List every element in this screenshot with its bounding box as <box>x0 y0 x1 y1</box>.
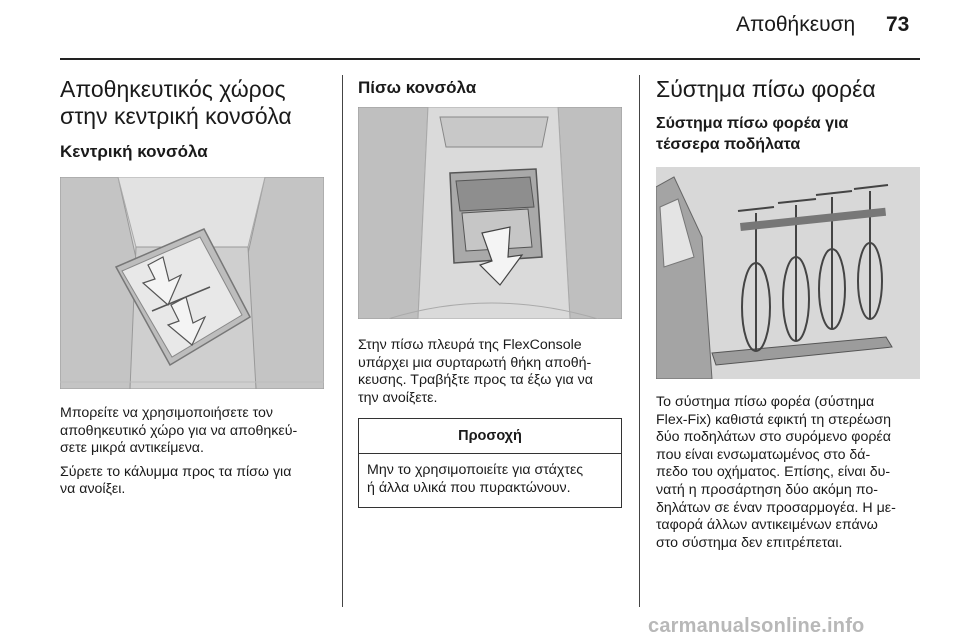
header-title: Αποθήκευση <box>736 13 856 36</box>
central-console-illustration <box>60 177 324 389</box>
subsection-title-rear-carrier <box>656 113 924 155</box>
text-line: ή άλλα υλικά που πυρακτώνουν. <box>367 479 571 496</box>
central-console-paragraph-1 <box>60 405 328 458</box>
text-line: Σύρετε το κάλυμμα προς τα πίσω για <box>60 463 292 480</box>
section-title-central-console <box>60 76 328 130</box>
page-number: 73 <box>886 13 910 36</box>
column-central-console <box>60 76 328 499</box>
text-line: υπάρχει μια συρταρωτή θήκη αποθή- <box>358 354 592 371</box>
text-line: πεδο του οχήματος. Επίσης, είναι δυ- <box>656 464 891 481</box>
text-line: δηλάτων σε έναν προσαρμογέα. Η με- <box>656 499 896 516</box>
column-rear-carrier <box>656 76 924 552</box>
text-line: κευσης. Τραβήξτε προς τα έξω για να <box>358 372 593 389</box>
subsection-title-central-console: Κεντρική κονσόλα <box>60 142 208 161</box>
rear-console-illustration <box>358 107 622 319</box>
central-console-paragraph-2 <box>60 464 328 499</box>
title-line: Αποθηκευτικός χώρος <box>60 76 286 102</box>
text-line: Μην το χρησιμοποιείτε για στάχτες <box>367 462 584 479</box>
text-line: σετε μικρά αντικείμενα. <box>60 440 204 457</box>
caution-box <box>358 418 622 507</box>
text-line: που είναι ενσωματωμένος στο δά- <box>656 446 871 463</box>
header-rule <box>60 58 920 60</box>
section-title-rear-carrier: Σύστημα πίσω φορέα <box>656 76 876 102</box>
title-line: τέσσερα ποδήλατα <box>656 136 801 153</box>
section-title-rear-console: Πίσω κονσόλα <box>358 78 477 97</box>
column-divider-2 <box>639 75 640 607</box>
rear-console-paragraph <box>358 337 626 407</box>
text-line: ταφορά άλλων αντικειμένων επάνω <box>656 517 878 534</box>
watermark: carmanualsonline.info <box>648 615 865 637</box>
text-line: Στην πίσω πλευρά της FlexConsole <box>358 337 582 353</box>
title-line: Σύστημα πίσω φορέα για <box>656 115 849 132</box>
caution-text <box>359 454 621 506</box>
text-line: την ανοίξετε. <box>358 389 438 406</box>
column-rear-console <box>358 76 626 508</box>
rear-carrier-paragraph <box>656 394 924 552</box>
text-line: Μπορείτε να χρησιμοποιήσετε τον <box>60 405 273 421</box>
text-line: στο σύστημα δεν επιτρέπεται. <box>656 534 843 551</box>
text-line: δύο ποδηλάτων στο συρόμενο φορέα <box>656 429 891 446</box>
caution-title: Προσοχή <box>359 419 621 454</box>
text-line: Το σύστημα πίσω φορέα (σύστημα <box>656 394 875 410</box>
text-line: νατή η προσάρτηση δύο ακόμη πο- <box>656 481 878 498</box>
text-line: Flex-Fix) καθιστά εφικτή τη στερέωση <box>656 411 892 428</box>
text-line: να ανοίξει. <box>60 481 126 498</box>
text-line: αποθηκευτικό χώρο για να αποθηκεύ- <box>60 422 298 439</box>
title-line: στην κεντρική κονσόλα <box>60 103 292 129</box>
column-divider-1 <box>342 75 343 607</box>
bicycle-carrier-illustration <box>656 167 920 379</box>
